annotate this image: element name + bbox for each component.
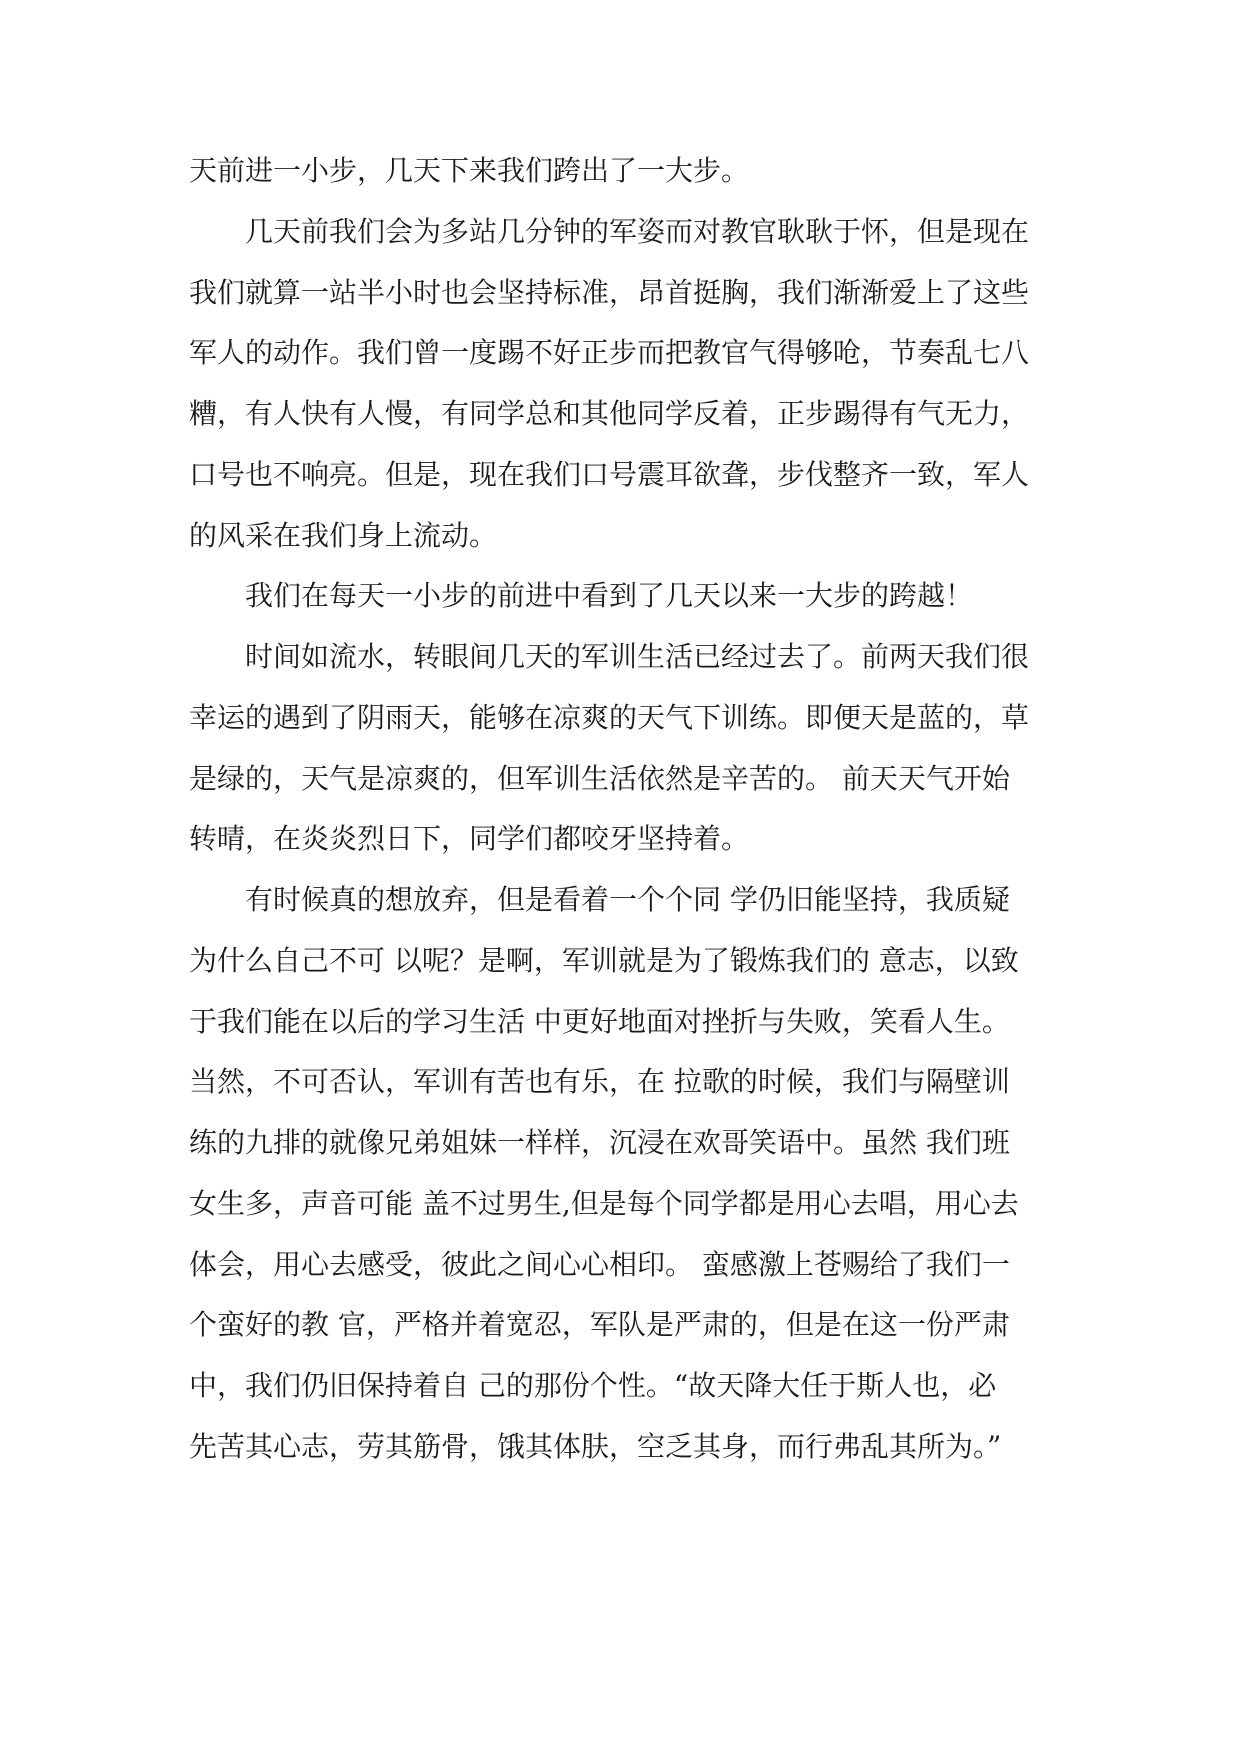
text-line: 时间如流水，转眼间几天的军训生活已经过去了。前两天我们很 [189, 640, 1030, 673]
text-line: 有时候真的想放弃，但是看着一个个同 学仍旧能坚持，我质疑 [189, 883, 1010, 916]
text-line: 转晴，在炎炎烈日下，同学们都咬牙坚持着。 [189, 822, 750, 856]
text-line: 的风采在我们身上流动。 [189, 518, 498, 552]
text-line: 口号也不响亮。但是，现在我们口号震耳欲聋，步伐整齐一致，军人 [189, 457, 1030, 491]
text-line: 我们就算一站半小时也会坚持标准，昂首挺胸，我们渐渐爱上了这些 [189, 275, 1030, 309]
text-line: 体会，用心去感受，彼此之间心心相印。 蛮感激上苍赐给了我们一 [189, 1247, 1010, 1281]
text-line: 我们在每天一小步的前进中看到了几天以来一大步的跨越！ [189, 579, 974, 613]
text-line: 为什么自己不可 以呢？是啊，军训就是为了锻炼我们的 意志，以致 [189, 943, 1019, 977]
text-line: 先苦其心志，劳其筋骨，饿其体肤，空乏其身，而行弗乱其所为。” [189, 1429, 1002, 1463]
text-line: 几天前我们会为多站几分钟的军姿而对教官耿耿于怀，但是现在 [189, 214, 1030, 248]
text-line: 练的九排的就像兄弟姐妹一样样，沉浸在欢哥笑语中。虽然 我们班 [189, 1126, 1010, 1159]
text-line: 女生多，声音可能 盖不过男生,但是每个同学都是用心去唱，用心去 [189, 1186, 1019, 1220]
text-line: 军人的动作。我们曾一度踢不好正步而把教官气得够呛，节奏乱七八 [189, 336, 1030, 370]
text-line: 当然，不可否认，军训有苦也有乐，在 拉歌的时候，我们与隔壁训 [189, 1065, 1010, 1099]
text-line: 天前进一小步，几天下来我们跨出了一大步。 [189, 154, 750, 187]
text-line: 幸运的遇到了阴雨天，能够在凉爽的天气下训练。即便天是蓝的，草 [189, 700, 1030, 734]
body-text [189, 156, 1069, 1493]
text-line: 中，我们仍旧保持着自 己的那份个性。“故天降大任于斯人也，必 [189, 1369, 997, 1402]
text-line: 糟，有人快有人慢，有同学总和其他同学反着，正步踢得有气无力， [189, 397, 1030, 430]
text-line: 是绿的，天气是凉爽的，但军训生活依然是辛苦的。 前天天气开始 [189, 761, 1010, 795]
text-line: 于我们能在以后的学习生活 中更好地面对挫折与失败，笑看人生。 [189, 1004, 1010, 1038]
text-line: 个蛮好的教 官，严格并着宽忍，军队是严肃的，但是在这一份严肃 [189, 1308, 1010, 1342]
